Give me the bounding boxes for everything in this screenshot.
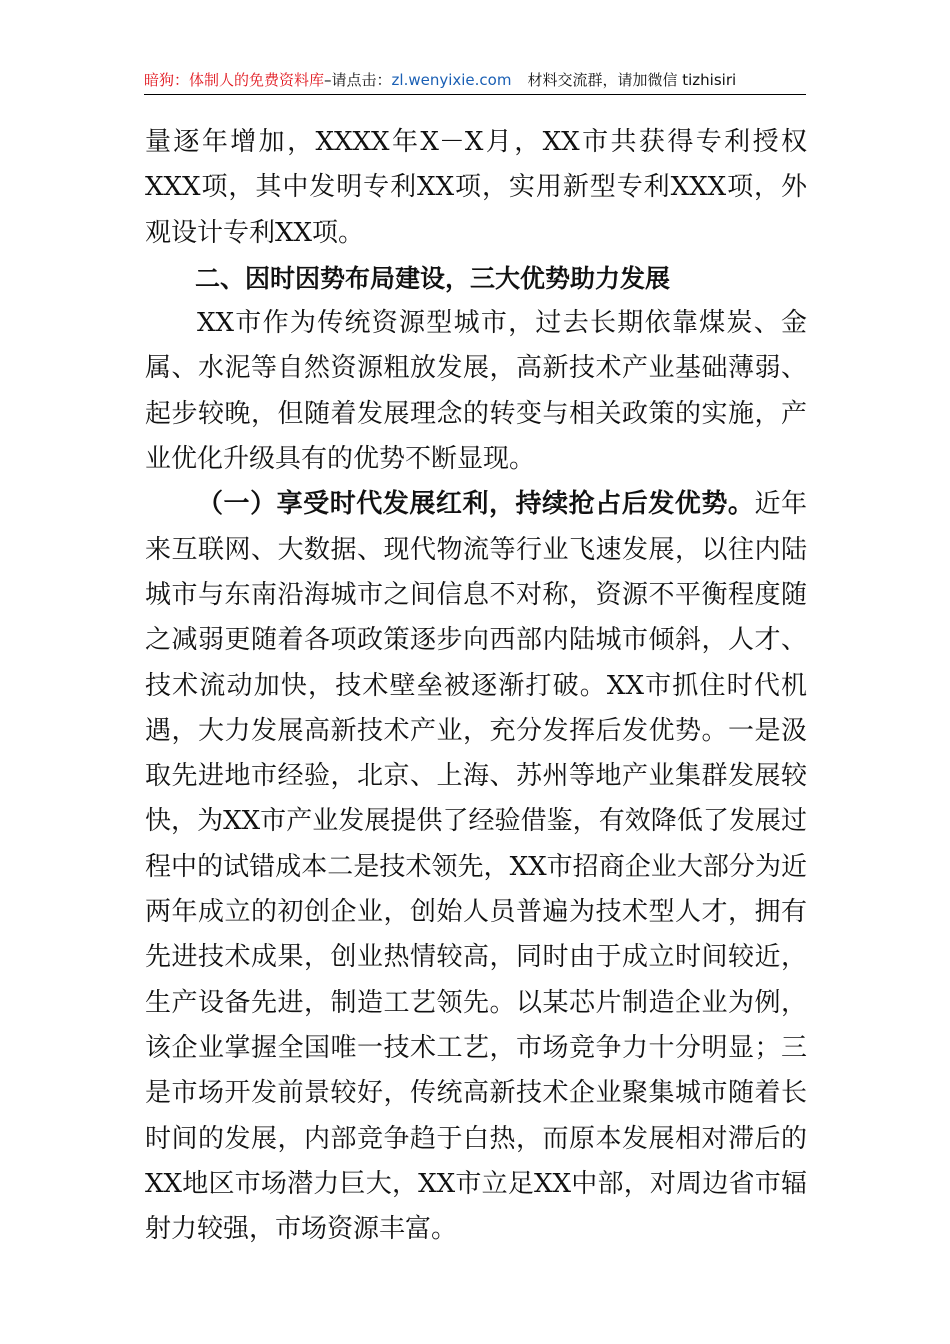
header-site-name: 暗狗：体制人的免费资料库 [144, 71, 325, 89]
header-click-prompt: –请点击： [324, 71, 392, 89]
subsection-heading: （一）享受时代发展红利，持续抢占后发优势。 [197, 489, 755, 520]
section-heading: 二、因时因势布局建设，三大优势助力发展 [195, 263, 671, 293]
paragraph-intro: XX市作为传统资源型城市，过去长期依靠煤炭、金属、水泥等自然资源粗放发展，高新技术产业基础薄弱、起步较晚，但随着发展理念的转变与相关政策的实施，产业优化升级具有的优势不断显现。 [145, 308, 807, 475]
page-header [144, 66, 806, 95]
paragraph-advantage-one-body: 近年来互联网、大数据、现代物流等行业飞速发展，以往内陆城市与东南沿海城市之间信息不对称，资源不平衡程度随之减弱更随着各项政策逐步向西部内陆城市倾斜，人才、技术流动加快，技术壁垒被逐渐打破。XX市抓住时代机遇，大力发展高新技术产业，充分发挥后发优势。一是汲取先进地市经验，北京、上海、苏州等地产业集群发展较快，为XX市产业发展提供了经验借鉴，有效降低了发展过程中的试错成本二是技术领先，XX市招商企业大部分为近两年成立的初创企业，创始人员普遍为技术型人才，拥有先进技术成果，创业热情较高，同时由于成立时间较近，生产设备先进，制造工艺领先。以某芯片制造企业为例，该企业掌握全国唯一技术工艺，市场竞争力十分明显；三是市场开发前景较好，传统高新技术企业聚集城市随着长时间的发展，内部竞争趋于白热，而原本发展相对滞后的XX地区市场潜力巨大，XX市立足XX中部，对周边省市辐射力较强，市场资源丰富。 [145, 489, 807, 1245]
header-wechat-note: 材料交流群，请加微信 tizhisiri [527, 71, 737, 89]
paragraph-advantage-one [145, 482, 807, 1252]
header-link[interactable]: zl.wenyixie.com [391, 71, 512, 89]
document-body [145, 120, 807, 1252]
paragraph-patents: 量逐年增加，XXXX年X－X月，XX市共获得专利授权XXX项，其中发明专利XX项，实用新型专利XXX项，外观设计专利XX项。 [145, 127, 807, 248]
